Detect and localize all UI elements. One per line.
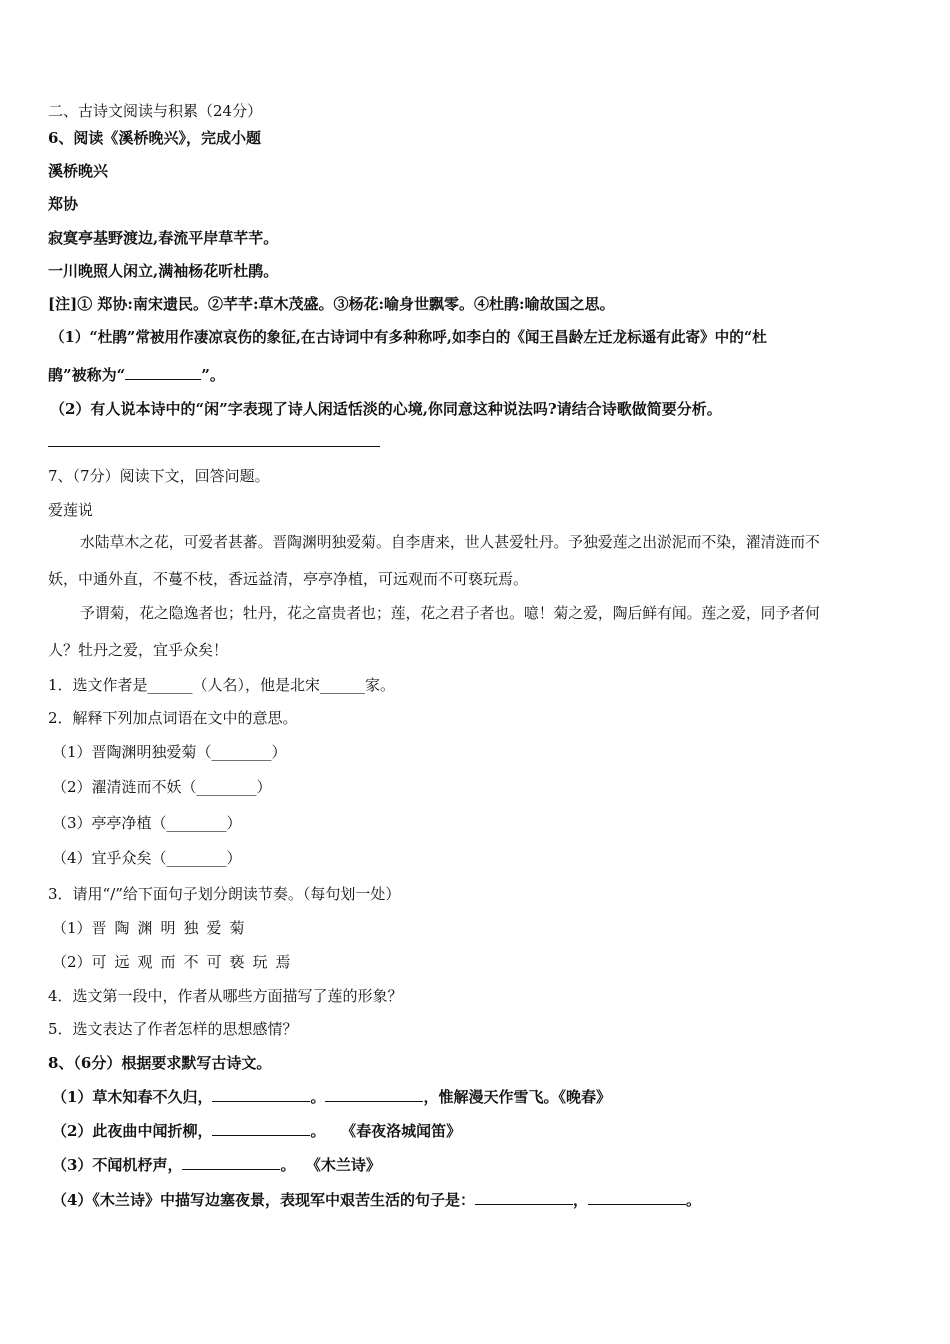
- q8-item-1: [52, 1087, 611, 1107]
- essay-para1-line1: 水陆草木之花，可爱者甚蕃。晋陶渊明独爱菊。自李唐来，世人甚爱牡丹。予独爱莲之出淤泥而不染，濯清涟而不: [80, 534, 820, 551]
- q8-item-1-text: （1）草木知春不久归，: [52, 1088, 213, 1106]
- sentence-text: 可远观而不可亵玩焉: [91, 953, 299, 971]
- answer-blank[interactable]: [475, 1190, 573, 1205]
- q8-item-4-text: （4）《木兰诗》中描写边塞夜景，表现军中艰苦生活的句子是：: [52, 1191, 475, 1209]
- q6-sub1-line2: [48, 365, 225, 385]
- answer-blank[interactable]: [588, 1190, 686, 1205]
- q6-sub1-line1: （1）“杜鹃”常被用作凄凉哀伤的象征,在古诗词中有多种称呼,如李白的《闻王昌龄左迁龙标遥有此寄》中的“杜: [50, 329, 767, 346]
- answer-blank[interactable]: [212, 1087, 310, 1102]
- q8-item-3: [52, 1155, 381, 1175]
- essay-para2-line1: 予谓菊，花之隐逸者也；牡丹，花之富贵者也；莲，花之君子者也。噫！菊之爱，陶后鲜有闻。莲之爱，同予者何: [80, 605, 820, 622]
- poem-author: 郑协: [48, 195, 79, 213]
- q8-item-1-end: ，惟解漫天作雪飞。《晚春》: [423, 1088, 611, 1106]
- answer-blank[interactable]: [182, 1155, 280, 1170]
- q7-question-1: 1．选文作者是______（人名），他是北宋______家。: [48, 676, 396, 694]
- poem-title: 溪桥晚兴: [48, 162, 109, 180]
- section-heading: 二、古诗文阅读与积累（24分）: [48, 102, 263, 120]
- answer-blank[interactable]: [325, 1087, 423, 1102]
- essay-para1-line2: 妖，中通外直，不蔓不枝，香远益清，亭亭净植，可远观而不可亵玩焉。: [48, 570, 529, 588]
- q8-item-2: [52, 1121, 461, 1141]
- q8-item-2-end: 。 《春夜洛城闻笛》: [310, 1122, 462, 1140]
- poem-line-1: 寂寞亭基野渡边,春流平岸草芊芊。: [48, 229, 279, 247]
- q7-question-3-item-1: [52, 918, 253, 938]
- q7-question-2-item-4: （4）宜乎众矣（________）: [52, 849, 242, 867]
- q8-intro: 8、（6分）根据要求默写古诗文。: [48, 1054, 272, 1072]
- q6-intro: 6、阅读《溪桥晚兴》，完成小题: [48, 129, 261, 147]
- item-label: （2）: [52, 953, 92, 971]
- q8-item-3-text: （3）不闻机杼声，: [52, 1156, 183, 1174]
- answer-blank[interactable]: [212, 1121, 310, 1136]
- q7-question-2: 2．解释下列加点词语在文中的意思。: [48, 709, 298, 727]
- q7-question-3-item-2: [52, 952, 299, 972]
- poem-line-2: 一川晚照人闲立,满袖杨花听杜鹃。: [48, 262, 279, 280]
- q7-question-4: 4．选文第一段中，作者从哪些方面描写了莲的形象？: [48, 987, 403, 1005]
- q7-question-2-item-1: （1）晋陶渊明独爱菊（________）: [52, 743, 287, 761]
- essay-title: 爱莲说: [48, 501, 94, 519]
- q8-item-3-end: 。 《木兰诗》: [280, 1156, 381, 1174]
- q6-sub1-text: 鹃”被称为“: [48, 366, 126, 384]
- q8-item-4-mid: ，: [572, 1191, 588, 1209]
- q8-item-2-text: （2）此夜曲中闻折柳，: [52, 1122, 213, 1140]
- q7-question-2-item-3: （3）亭亭净植（________）: [52, 814, 242, 832]
- answer-line[interactable]: [48, 446, 380, 447]
- poem-note: [注]① 郑协:南宋遗民。②芊芊:草木茂盛。③杨花:喻身世飘零。④杜鹃:喻故国之思。: [48, 295, 615, 313]
- q8-item-4-end: 。: [685, 1191, 701, 1209]
- q6-sub2: （2）有人说本诗中的“闲”字表现了诗人闲适恬淡的心境,你同意这种说法吗?请结合诗歌做简要分析。: [50, 400, 722, 418]
- essay-para2-line2: 人？牡丹之爱，宜乎众矣！: [48, 641, 229, 659]
- sentence-text: 晋陶渊明独爱菊: [91, 919, 253, 937]
- answer-blank[interactable]: [125, 365, 201, 380]
- q7-intro: 7、（7分）阅读下文，回答问题。: [48, 467, 270, 485]
- q7-question-5: 5．选文表达了作者怎样的思想感情？: [48, 1020, 298, 1038]
- q7-question-2-item-2: （2）濯清涟而不妖（________）: [52, 778, 272, 796]
- q7-question-3: 3．请用“/”给下面句子划分朗读节奏。（每句划一处）: [48, 885, 401, 903]
- item-label: （1）: [52, 919, 92, 937]
- q6-sub1-close: ”。: [201, 366, 225, 384]
- q8-item-4: [52, 1190, 701, 1210]
- q8-item-1-mid: 。: [310, 1088, 326, 1106]
